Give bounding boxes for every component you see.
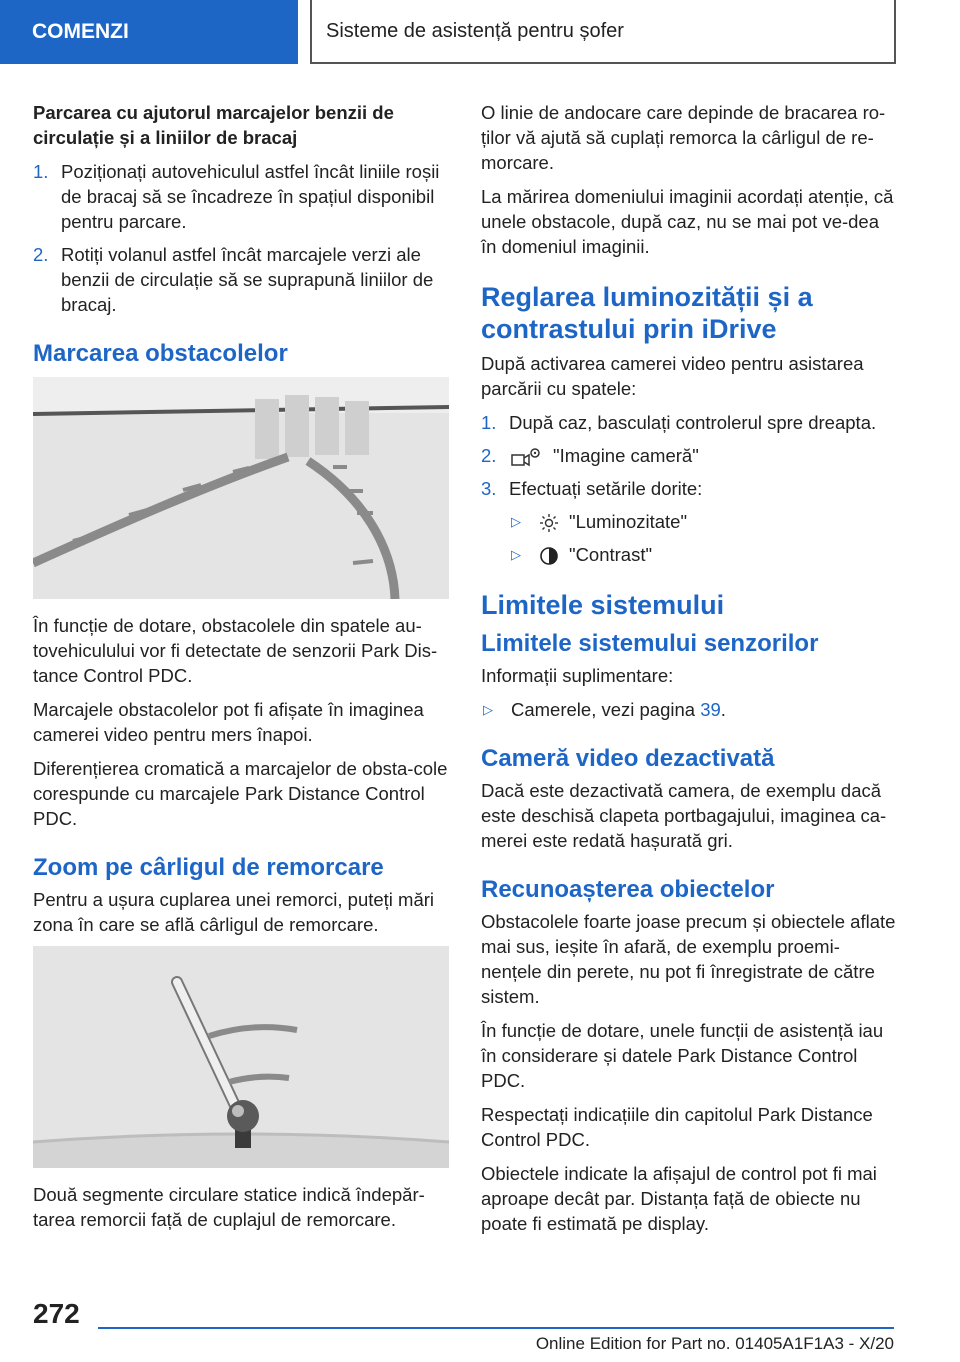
brightness-heading: Reglarea luminozității și a contrastului prin iDrive (481, 282, 813, 344)
image-caption: Două segmente circulare statice indică îndepăr-tarea remorcii față de cuplajul de remorcare. (33, 1184, 425, 1230)
sun-icon (539, 513, 559, 533)
section-title (310, 0, 896, 64)
paragraph: În funcție de dotare, obstacolele din spatele au-tovehiculului vor fi detectate de senzorii Park Dis-tance Control PDC. (33, 615, 438, 686)
paragraph: Pentru a ușura cuplarea unei remorci, puteți mări zona în care se află cârligul de remorcare. (33, 889, 435, 935)
bullet-triangle-icon: ▷ (511, 514, 521, 530)
paragraph: O linie de andocare care depinde de bracarea ro-ților vă ajută să cuplați remorca la cârligul de re-morcare. (481, 102, 886, 173)
cross-reference (511, 697, 726, 722)
list-item (481, 443, 897, 468)
reference-end: . (720, 699, 726, 721)
parking-heading: Parcarea cu ajutorul marcajelor benzii de circulație și a liniilor de bracaj (33, 102, 394, 148)
paragraph: Obstacolele foarte joase precum și obiectele aflate mai sus, ieșite în afară, de exemplu proemi-nențele din perete, nu pot fi înregistrate de către sistem. (481, 911, 896, 1008)
footer-divider (98, 1327, 894, 1329)
paragraph: Dacă este dezactivată camera, de exemplu dacă este deschisă clapeta portbagajului, imaginea ca-merei este redată hașurată gri. (481, 780, 887, 852)
obstacle-heading: Marcarea obstacolelor (33, 340, 288, 367)
page-number: 272 (33, 1298, 80, 1329)
step-number: 2. (33, 244, 49, 265)
reference-text: Camerele, vezi pagina (511, 699, 696, 721)
step-text: Rotiți volanul astfel încât marcajele verzi ale benzii de circulație să se suprapună liniilor de bracaj. (61, 244, 434, 315)
paragraph: Diferențierea cromatică a marcajelor de obsta-cole corespunde cu marcajele Park Distance Control PDC. (33, 758, 448, 829)
bullet-triangle-icon: ▷ (511, 547, 521, 563)
setting-text (539, 509, 687, 534)
list-item (481, 410, 897, 435)
paragraph: Obiectele indicate la afișajul de control pot fi mai aproape decât par. Distanța față de obiecte nu poate fi estimată pe display. (481, 1163, 877, 1235)
contrast-icon (539, 546, 559, 566)
settings-list (481, 509, 897, 567)
list-item (481, 476, 897, 501)
limits-heading: Limitele sistemului (481, 590, 725, 621)
step-text: După caz, basculați controlerul spre dreapta. (509, 412, 877, 433)
list-item (33, 242, 449, 317)
sensor-limits-heading: Limitele sistemului senzorilor (481, 630, 819, 658)
zoom-heading: Zoom pe cârligul de remorcare (33, 854, 384, 881)
setting-text (539, 542, 652, 567)
step-text: Poziționați autovehiculul astfel încât liniile roșii de bracaj să se încadreze în spațiul disponibil pentru parcare. (61, 161, 440, 232)
page-link[interactable]: 39 (700, 699, 721, 721)
list-item (33, 159, 449, 234)
chapter-tab[interactable] (0, 0, 298, 64)
objects-heading: Recunoașterea obiectelor (481, 876, 775, 904)
parking-steps (33, 159, 449, 317)
step-number: 1. (33, 161, 49, 182)
hitch-zoom-illustration (33, 946, 449, 1168)
bullet-triangle-icon: ▷ (483, 702, 493, 718)
chapter-tab-label: COMENZI (32, 20, 129, 43)
paragraph: Informații suplimentare: (481, 665, 674, 687)
left-column (33, 100, 449, 1241)
camera-off-heading: Cameră video dezactivată (481, 745, 775, 773)
list-item (509, 542, 897, 567)
paragraph: După activarea camerei video pentru asistarea parcării cu spatele: (481, 353, 864, 399)
paragraph: În funcție de dotare, unele funcții de asistență iau în considerare și datele Park Distance Control PDC. (481, 1020, 884, 1092)
section-title-text: Sisteme de asistență pentru șofer (326, 19, 624, 42)
step-text (509, 443, 897, 468)
step-text: Efectuați setările dorite: (509, 478, 703, 500)
paragraph: Marcajele obstacolelor pot fi afișate în imaginea camerei video pentru mers înapoi. (33, 699, 424, 745)
brightness-steps (481, 410, 897, 501)
setting-label: "Contrast" (569, 544, 653, 566)
step-number: 2. (481, 445, 497, 466)
step-text-value: "Imagine cameră" (553, 445, 699, 466)
edition-footer: Online Edition for Part no. 01405A1F1A3 - X/20 (535, 1334, 894, 1353)
setting-label: "Luminozitate" (569, 511, 688, 533)
camera-settings-icon (509, 446, 543, 468)
step-number: 3. (481, 478, 497, 500)
paragraph: La mărirea domeniului imaginii acordați atenție, că unele obstacole, după caz, nu se mai pot ve-dea în domeniul imaginii. (481, 186, 894, 257)
right-column (481, 100, 897, 1245)
list-item (481, 697, 897, 722)
step-number: 1. (481, 412, 497, 433)
paragraph: Respectați indicațiile din capitolul Park Distance Control PDC. (481, 1104, 873, 1151)
obstacle-marking-illustration (33, 377, 449, 599)
list-item (509, 509, 897, 534)
